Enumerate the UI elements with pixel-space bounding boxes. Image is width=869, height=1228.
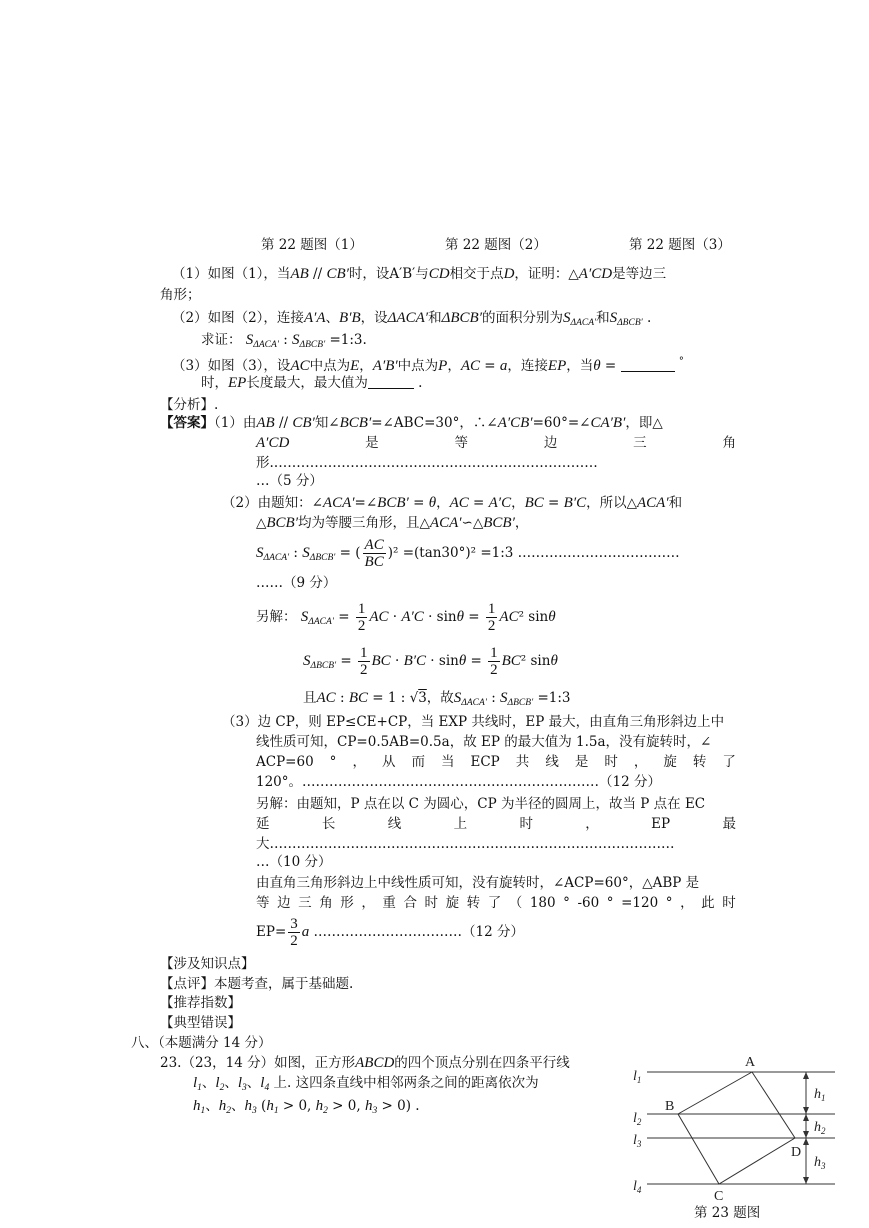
justified-word: ACP=60 [256, 754, 314, 770]
answer-1-line3: 形.……………………………………………………………… [256, 455, 598, 471]
answer-3-line7: 大……………………………………………………………………………… [256, 836, 675, 852]
question-3-line1: （3）如图（3），设AC中点为E，A′B′中点为P，AC = a，连接EP，当θ = ° [172, 356, 684, 374]
fraction-ac-bc: $\frac{AC}{BC}$ [364, 537, 384, 570]
justified-word: 转 [692, 754, 707, 770]
figure-23-caption: 第 23 题图 [694, 1205, 761, 1221]
justified-word: 此 [701, 895, 715, 911]
justified-word: 最 [722, 816, 736, 832]
knowledge-label: 【涉及知识点】 [160, 956, 255, 972]
justified-word: 时 [722, 895, 736, 911]
question-23-line2: $l_1$、$l_2$、$l_3$、$l_4$ 上. 这四条直线中相邻两条之间的距离依次为 [193, 1075, 539, 1093]
comment-label: 【点评】本题考查，属于基础题. [160, 976, 354, 992]
justified-word: ， [361, 895, 375, 911]
justified-word: ECP [470, 754, 500, 770]
justified-word: 当 [440, 754, 455, 770]
justified-word: 180 [529, 895, 556, 911]
label-l3: $l_3$ [633, 1133, 642, 1149]
arrow-h3-top [803, 1138, 809, 1145]
answer-2-line2: △BCB′均为等腰三角形，且△ACA′∽△BCB′， [256, 515, 529, 531]
figure-23-diagram [625, 1050, 840, 1222]
justified-word: 长 [321, 816, 336, 832]
label-point-a: A [745, 1055, 756, 1070]
answer-2-formula: $S_{\Delta ACA'}$ : $S_{\Delta BCB'}$ = ( $\frac{AC}{BC}$ )² =(tan30°)² =1:3 ……………………………… [256, 537, 680, 570]
justified-word: 而 [411, 754, 425, 770]
label-point-c: C [714, 1189, 724, 1204]
arrow-h2-top [803, 1114, 809, 1121]
justified-word: ， [585, 816, 599, 832]
justified-word: 等 [256, 895, 270, 911]
answer-3-line1: （3）边 CP，则 EP≤CE+CP，当 EXP 共线时，EP 最大，由直角三角形斜边上中 [222, 714, 725, 730]
justified-word: 合 [403, 895, 417, 911]
arrow-h3-bottom [803, 1177, 809, 1184]
label-l4: $l_4$ [633, 1179, 642, 1195]
justified-word: 重 [382, 895, 396, 911]
analysis-label: 【分析】. [160, 397, 219, 413]
justified-word: ， [352, 754, 366, 770]
justified-word: 从 [381, 754, 396, 770]
question-3-line2: 时，EP长度最大，最大值为 . [201, 375, 423, 391]
answer-3-line9: 由直角三角形斜边上中线性质可知，没有旋转时，∠ACP=60°，△ABP 是 [256, 875, 700, 891]
justified-word: ， [633, 754, 648, 770]
answer-3-line2: 线性质可知，CP=0.5AB=0.5a，故 EP 的最大值为 1.5a，没有旋转时，∠ [256, 734, 712, 750]
answer-1-score: …（5 分） [256, 473, 323, 489]
question-23-line3: $h_1$、$h_2$、$h_3$ ($h_1 > 0$, $h_2 > 0$, $h_3 > 0$) . [193, 1098, 420, 1116]
justified-word: 旋 [663, 754, 677, 770]
justified-word: 三 [298, 895, 312, 911]
answer-3-line3 [256, 753, 736, 771]
justified-word: 是 [574, 754, 589, 770]
arrow-h1-bottom [803, 1107, 809, 1114]
justified-word: -60 [577, 895, 600, 911]
answer-1-line2: A′CD 是 等 边 三 角 [256, 435, 736, 451]
caption-fig22-2: 第 22 题图（2） [445, 237, 547, 253]
answer-2-score: ……（9 分） [256, 575, 337, 591]
justified-word: ° [563, 895, 570, 911]
justified-word: 时 [604, 754, 618, 770]
section-8-heading: 八、（本题满分 14 分） [131, 1035, 272, 1051]
answer-3-line5: 另解：由题知，P 点在以 C 为圆心，CP 为半径的圆周上，故当 P 点在 EC [256, 796, 706, 812]
justified-word: ° [329, 754, 337, 770]
answer-3-line11: EP= $\frac{3}{2}$ a ……………………………（12 分） [256, 916, 525, 949]
justified-word: =120 [621, 895, 659, 911]
errors-label: 【典型错误】 [160, 1015, 241, 1031]
justified-word: 转 [466, 895, 481, 911]
caption-fig22-3: 第 22 题图（3） [629, 237, 731, 253]
label-l2: $l_2$ [633, 1111, 642, 1127]
justified-word: 形 [340, 895, 354, 911]
justified-word: 了 [487, 895, 502, 911]
justified-word: （ [508, 895, 523, 911]
label-point-b: B [665, 1099, 675, 1114]
justified-word: 上 [453, 816, 468, 832]
question-2-line1: （2）如图（2），连接A′A、B′B，设ΔACA′和ΔBCB′的面积分别为$S_{\Delta ACA'}$和$S_{\Delta BCB'}$ . [172, 310, 652, 328]
label-l1: $l_1$ [633, 1069, 642, 1085]
question-23-line1: 23.（23，14 分）如图，正方形ABCD的四个顶点分别在四条平行线 [160, 1055, 570, 1071]
question-1-line1: （1）如图（1），当AB // CB′时，设A′B′与CD相交于点D，证明：△A′CD是等边三 [172, 266, 667, 282]
justified-word: 了 [722, 754, 736, 770]
justified-word: 时 [519, 816, 533, 832]
justified-word: 共 [515, 754, 530, 770]
arrow-h1-top [803, 1072, 809, 1079]
answer-3-line8: …（10 分） [256, 854, 332, 870]
recommend-label: 【推荐指数】 [160, 995, 241, 1011]
answer-2-alt-formula1: 另解： $S_{\Delta ACA'}$ = $\frac{1}{2}$ AC · A′C · sinθ = $\frac{1}{2}$ AC² sinθ [256, 601, 556, 634]
justified-word: 旋 [445, 895, 460, 911]
caption-fig22-1: 第 22 题图（1） [261, 237, 363, 253]
answer-3-line6 [256, 815, 736, 833]
justified-word: EP [651, 816, 671, 832]
justified-word: 线 [545, 754, 559, 770]
answer-2-alt-conclusion: 且AC : BC = 1 : √3，故$S_{\Delta ACA'}$ : $S_{\Delta BCB'}$ =1:3 [303, 690, 571, 708]
label-h1: $h_1$ [814, 1087, 826, 1103]
justified-word: 角 [319, 895, 333, 911]
answer-3-line10 [256, 894, 736, 912]
answer-3-line4: 120°。…………………………………………………………（12 分） [256, 774, 661, 790]
label-h3: $h_3$ [814, 1155, 826, 1171]
answer-2-line1: （2）由题知：∠ACA′=∠BCB′ = θ，AC = A′C，BC = B′C，所以△ACA′和 [222, 495, 683, 511]
justified-word: ， [680, 895, 694, 911]
answer-2-alt-formula2: $S_{\Delta BCB'}$ = $\frac{1}{2}$ BC · B′C · sinθ = $\frac{1}{2}$ BC² sinθ [303, 645, 558, 678]
question-2-line2: 求证： $S_{\Delta ACA'}$ : $S_{\Delta BCB'}$ =1:3. [201, 332, 367, 350]
arrow-h2-bottom [803, 1131, 809, 1138]
answer-1-line1: 【答案】（1）由AB // CB′知∠BCB′=∠ABC=30°，∴∠A′CB′=60°=∠CA′B′，即△ [160, 415, 663, 431]
justified-word: 边 [277, 895, 291, 911]
justified-word: 线 [387, 816, 402, 832]
answer-blank-max [368, 388, 414, 389]
question-1-line2: 角形； [160, 287, 201, 303]
answer-blank-angle [621, 371, 675, 372]
label-h2: $h_2$ [814, 1120, 826, 1136]
square-abcd [678, 1072, 795, 1184]
justified-word: ° [665, 895, 673, 911]
justified-word: 时 [424, 895, 438, 911]
label-point-d: D [791, 1145, 802, 1160]
justified-word: 延 [256, 816, 270, 832]
justified-word: ° [606, 895, 614, 911]
